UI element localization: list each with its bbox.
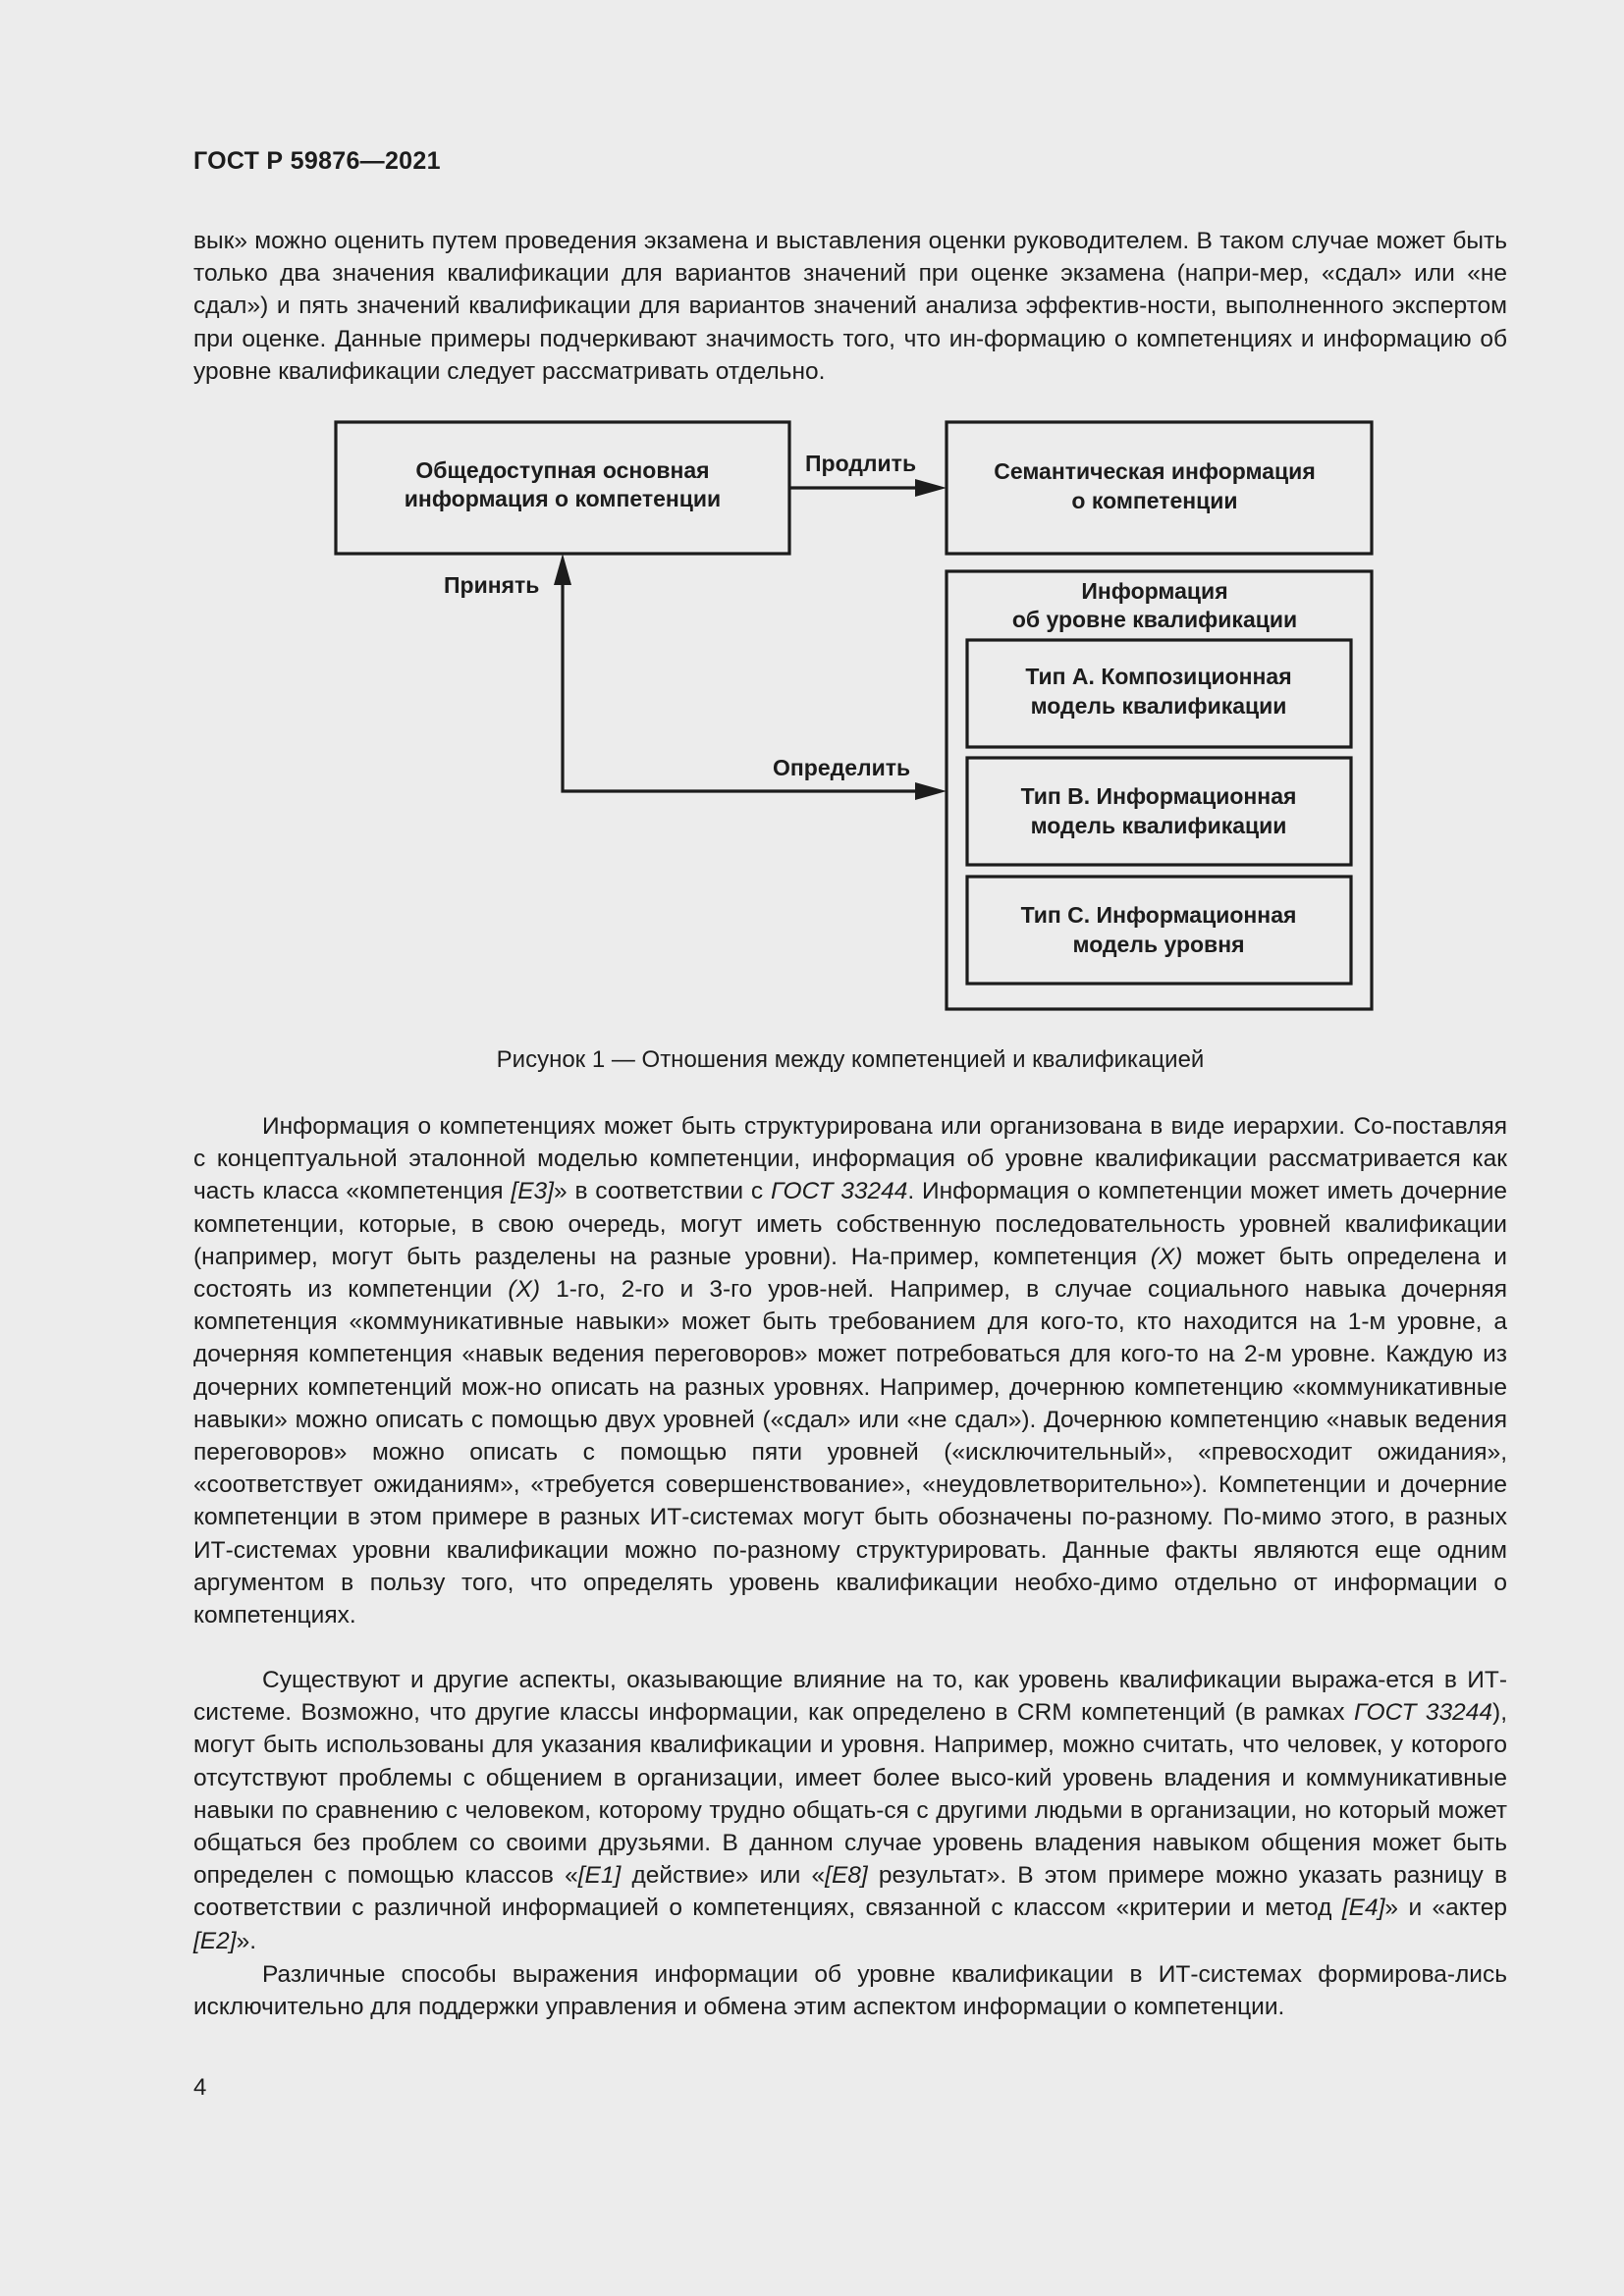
type-b-line1: Тип В. Информационная — [1020, 783, 1297, 809]
ref-e1: [E1] — [577, 1862, 622, 1890]
arrow-extend-head — [915, 479, 947, 497]
paragraph-hierarchy — [193, 1110, 1507, 1631]
ref-gost-33244-b: ГОСТ 33244 — [1354, 1699, 1493, 1727]
ref-e3: [E3] — [511, 1178, 554, 1205]
ref-e2: [E2] — [193, 1927, 237, 1954]
ref-e8: [E8] — [825, 1862, 868, 1890]
label-accept: Принять — [444, 572, 540, 598]
type-b-line2: модель квалификации — [1030, 813, 1287, 838]
p2-text-c: . Информация о компетенции может иметь дочерние компетенции, которые, в свою очередь, могут иметь собственную последовательность уровней квалификации (например, могут быть разделены на разные уровни). На-пример, компетенция — [193, 1178, 1508, 1270]
p3-text-b: ), могут быть использованы для указания квалификации и уровня. Например, можно считать, что человек, у которого отсутствуют проблемы с общением в организации, имеет более высо-кий уровень владения и коммуникативные навыки по сравнению с человеком, которому трудно общать-ся с другими людьми в организации, но который может общаться без проблем со своими друзьями. В данном случае уровень владения навыком общения может быть определен с помощью классов « — [193, 1699, 1507, 1890]
paragraph-conclusion — [193, 1958, 1507, 2023]
p3-text-a: Существуют и другие аспекты, оказывающие влияние на то, как уровень квалификации выража-ется в ИТ-системе. Возможно, что другие классы информации, как определено в CRM компетенций (в рамках — [193, 1667, 1507, 1727]
arrow-define-head — [915, 782, 947, 800]
p2-text-d: может быть определена и состоять из компетенции — [193, 1243, 1507, 1304]
p4-text: Различные способы выражения информации об уровне квалификации в ИТ-системах формирова-лись исключительно для поддержки управления и обмена этим аспектом информации о компетенции. — [193, 1961, 1507, 2021]
ref-e4: [E4] — [1341, 1895, 1385, 1922]
box-public-line1: Общедоступная основная — [415, 457, 710, 483]
p2-text-e: 1-го, 2-го и 3-го уров-ней. Например, в случае социального навыка дочерняя компетенция «коммуникативные навыки» может быть требованием для кого-то, кто находится на 1-м уровне, а дочерняя компетенция «навык ведения переговоров» может потребоваться для кого-то на 2-м уровне. Каждую из дочерних компетенций мож-но описать на разных уровнях. Например, дочернюю компетенцию «коммуникативные навыки» можно описать с помощью двух уровней («сдал» или «не сдал»). Дочернюю компетенцию «навык ведения переговоров» можно описать с помощью пяти уровней («исключительный», «превосходит ожидания», «соответствует ожиданиям», «требуется совершенствование», «неудовлетворительно»). Компетенции и дочерние компетенции в этом примере в разных ИТ-системах могут быть обозначены по-разному. По-мимо этого, в разных ИТ-системах уровни квалификации можно по-разному структурировать. Данные факты являются еще одним аргументом в пользу того, что определять уровень квалификации необхо-димо отдельно от информации о компетенциях. — [193, 1276, 1507, 1629]
box-qual-line2: об уровне квалификации — [1011, 607, 1298, 632]
type-a-line2: модель квалификации — [1030, 693, 1287, 719]
paragraph-intro: вык» можно оценить путем проведения экзамена и выставления оценки руководителем. В таком случае может быть только два значения квалификации для вариантов значений при оценке экзамена (напри-мер, «сдал» или «не сдал») и пять значений квалификации для вариантов значений анализа эффектив-ности, выполненного экспертом при оценке. Данные примеры подчеркивают значимость того, что ин-формацию о компетенциях и информацию об уровне квалификации следует рассматривать отдельно. — [193, 228, 1507, 385]
p2-text-a: Информация о компетенциях может быть структурирована или организована в виде иерархии. Со-поставляя с концептуальной эталонной моделью компетенции, информация об уровне квалификации рассматривается как часть класса «компетенция — [193, 1113, 1507, 1205]
competence-qualification-diagram — [0, 0, 1624, 1041]
p2-text-b: » в соответствии с — [554, 1178, 772, 1205]
ref-gost-33244: ГОСТ 33244 — [771, 1178, 908, 1205]
page-number: 4 — [193, 2074, 207, 2101]
type-a-line1: Тип А. Композиционная — [1025, 664, 1292, 689]
box-public-line2: информация о компетенции — [404, 486, 722, 511]
box-type-b — [967, 758, 1351, 865]
arrow-accept-head — [554, 554, 571, 585]
type-c-line1: Тип С. Информационная — [1020, 902, 1297, 928]
box-semantic-line2: о компетенции — [1071, 488, 1238, 513]
label-define: Определить — [773, 755, 911, 780]
p3-text-d: результат». В этом примере можно указать разницу в соответствии с различной информацией о компетенциях, связанной с классом «критерии и метод — [193, 1862, 1507, 1922]
box-semantic-line1: Семантическая информация — [994, 458, 1316, 484]
ref-x-1: (X) — [1150, 1243, 1183, 1270]
p3-text-c: действие» или « — [621, 1862, 826, 1890]
paragraph-aspects — [193, 1664, 1507, 1957]
box-qual-line1: Информация — [1081, 578, 1228, 604]
box-type-c — [967, 877, 1351, 984]
p3-text-e: » и «актер — [1384, 1895, 1507, 1922]
type-c-line2: модель уровня — [1072, 932, 1245, 957]
figure-caption: Рисунок 1 — Отношения между компетенцией и квалификацией — [496, 1046, 1205, 1073]
document-header: ГОСТ Р 59876—2021 — [193, 147, 441, 175]
ref-x-2: (X) — [508, 1276, 541, 1304]
label-extend: Продлить — [805, 451, 917, 476]
p3-text-f: ». — [236, 1927, 257, 1954]
